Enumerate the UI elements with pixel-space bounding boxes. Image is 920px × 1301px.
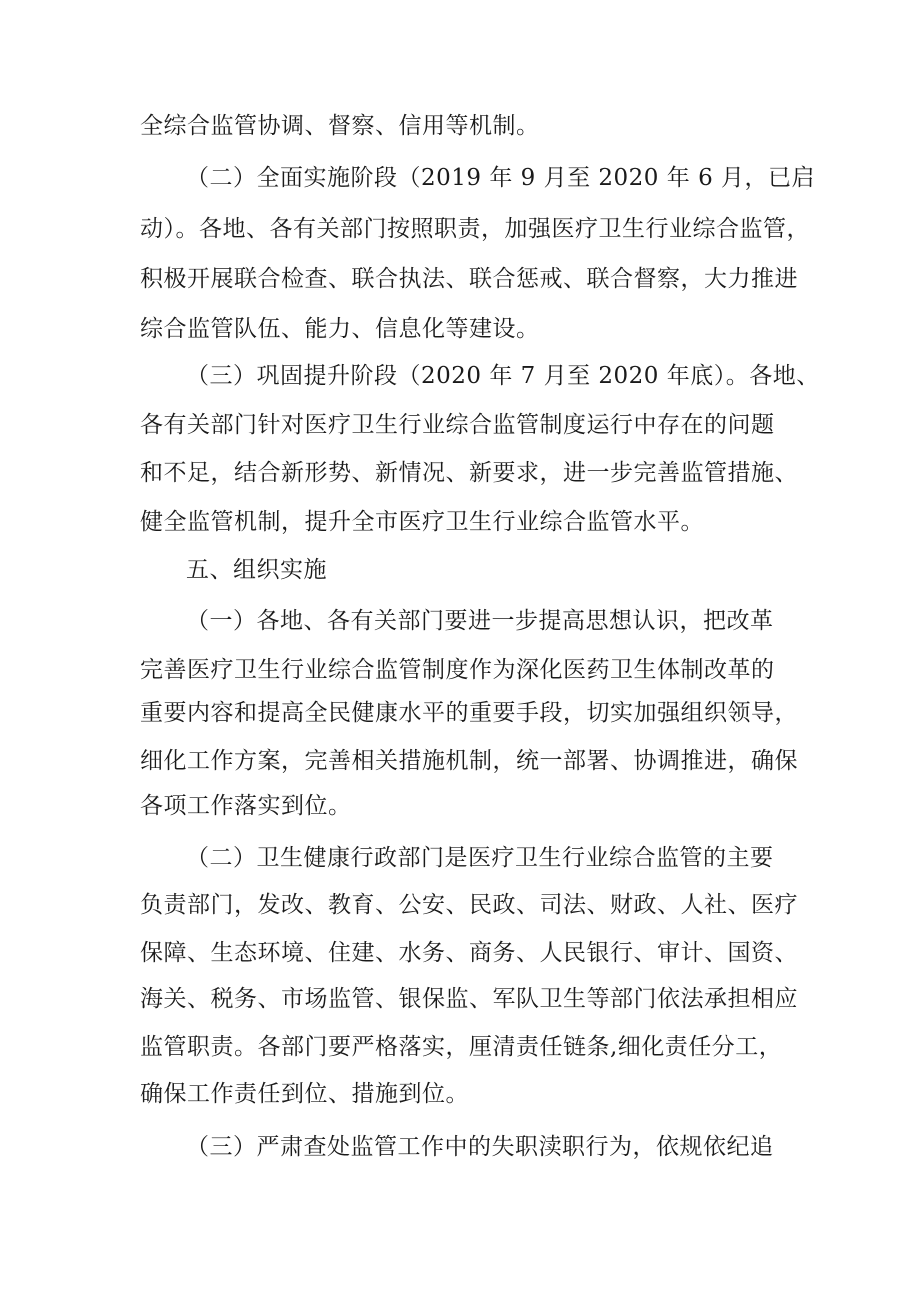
paragraph-start-line: （二）卫生健康行政部门是医疗卫生行业综合监管的主要 <box>186 845 774 871</box>
text-line: 全综合监管协调、督察、信用等机制。 <box>140 113 540 139</box>
text-line: 细化工作方案，完善相关措施机制，统一部署、协调推进，确保 <box>140 748 798 774</box>
text-line: 保障、生态环境、住建、水务、商务、人民银行、审计、国资、 <box>140 940 798 966</box>
text-line: 各有关部门针对医疗卫生行业综合监管制度运行中存在的问题 <box>140 412 775 438</box>
paragraph-start-line: （三）严肃查处监管工作中的失职渎职行为，依规依纪追 <box>186 1134 774 1160</box>
section-heading: 五、组织实施 <box>186 557 327 583</box>
paragraph-start-line: （三）巩固提升阶段（2020 年 7 月至 2020 年底）。各地、 <box>186 363 820 389</box>
text-line: 完善医疗卫生行业综合监管制度作为深化医药卫生体制改革的 <box>140 657 775 683</box>
text-line: 确保工作责任到位、措施到位。 <box>140 1081 469 1107</box>
text-line: 积极开展联合检查、联合执法、联合惩戒、联合督察，大力推进 <box>140 266 798 292</box>
text-line: 动）。各地、各有关部门按照职责，加强医疗卫生行业综合监管， <box>140 216 810 242</box>
text-line: 负责部门，发改、教育、公安、民政、司法、财政、人社、医疗 <box>140 892 798 918</box>
paragraph-start-line: （二）全面实施阶段（2019 年 9 月至 2020 年 6 月，已启 <box>186 165 816 191</box>
paragraph-start-line: （一）各地、各有关部门要进一步提高思想认识，把改革 <box>186 608 774 634</box>
text-line: 重要内容和提高全民健康水平的重要手段，切实加强组织领导， <box>140 700 798 726</box>
text-line: 海关、税务、市场监管、银保监、军队卫生等部门依法承担相应 <box>140 986 798 1012</box>
text-line: 各项工作落实到位。 <box>140 793 352 819</box>
text-line: 监管职责。各部门要严格落实，厘清责任链条,细化责任分工， <box>140 1034 783 1060</box>
text-line: 和不足，结合新形势、新情况、新要求，进一步完善监管措施、 <box>140 460 798 486</box>
text-line: 健全监管机制，提升全市医疗卫生行业综合监管水平。 <box>140 509 704 535</box>
text-line: 综合监管队伍、能力、信息化等建设。 <box>140 316 540 342</box>
